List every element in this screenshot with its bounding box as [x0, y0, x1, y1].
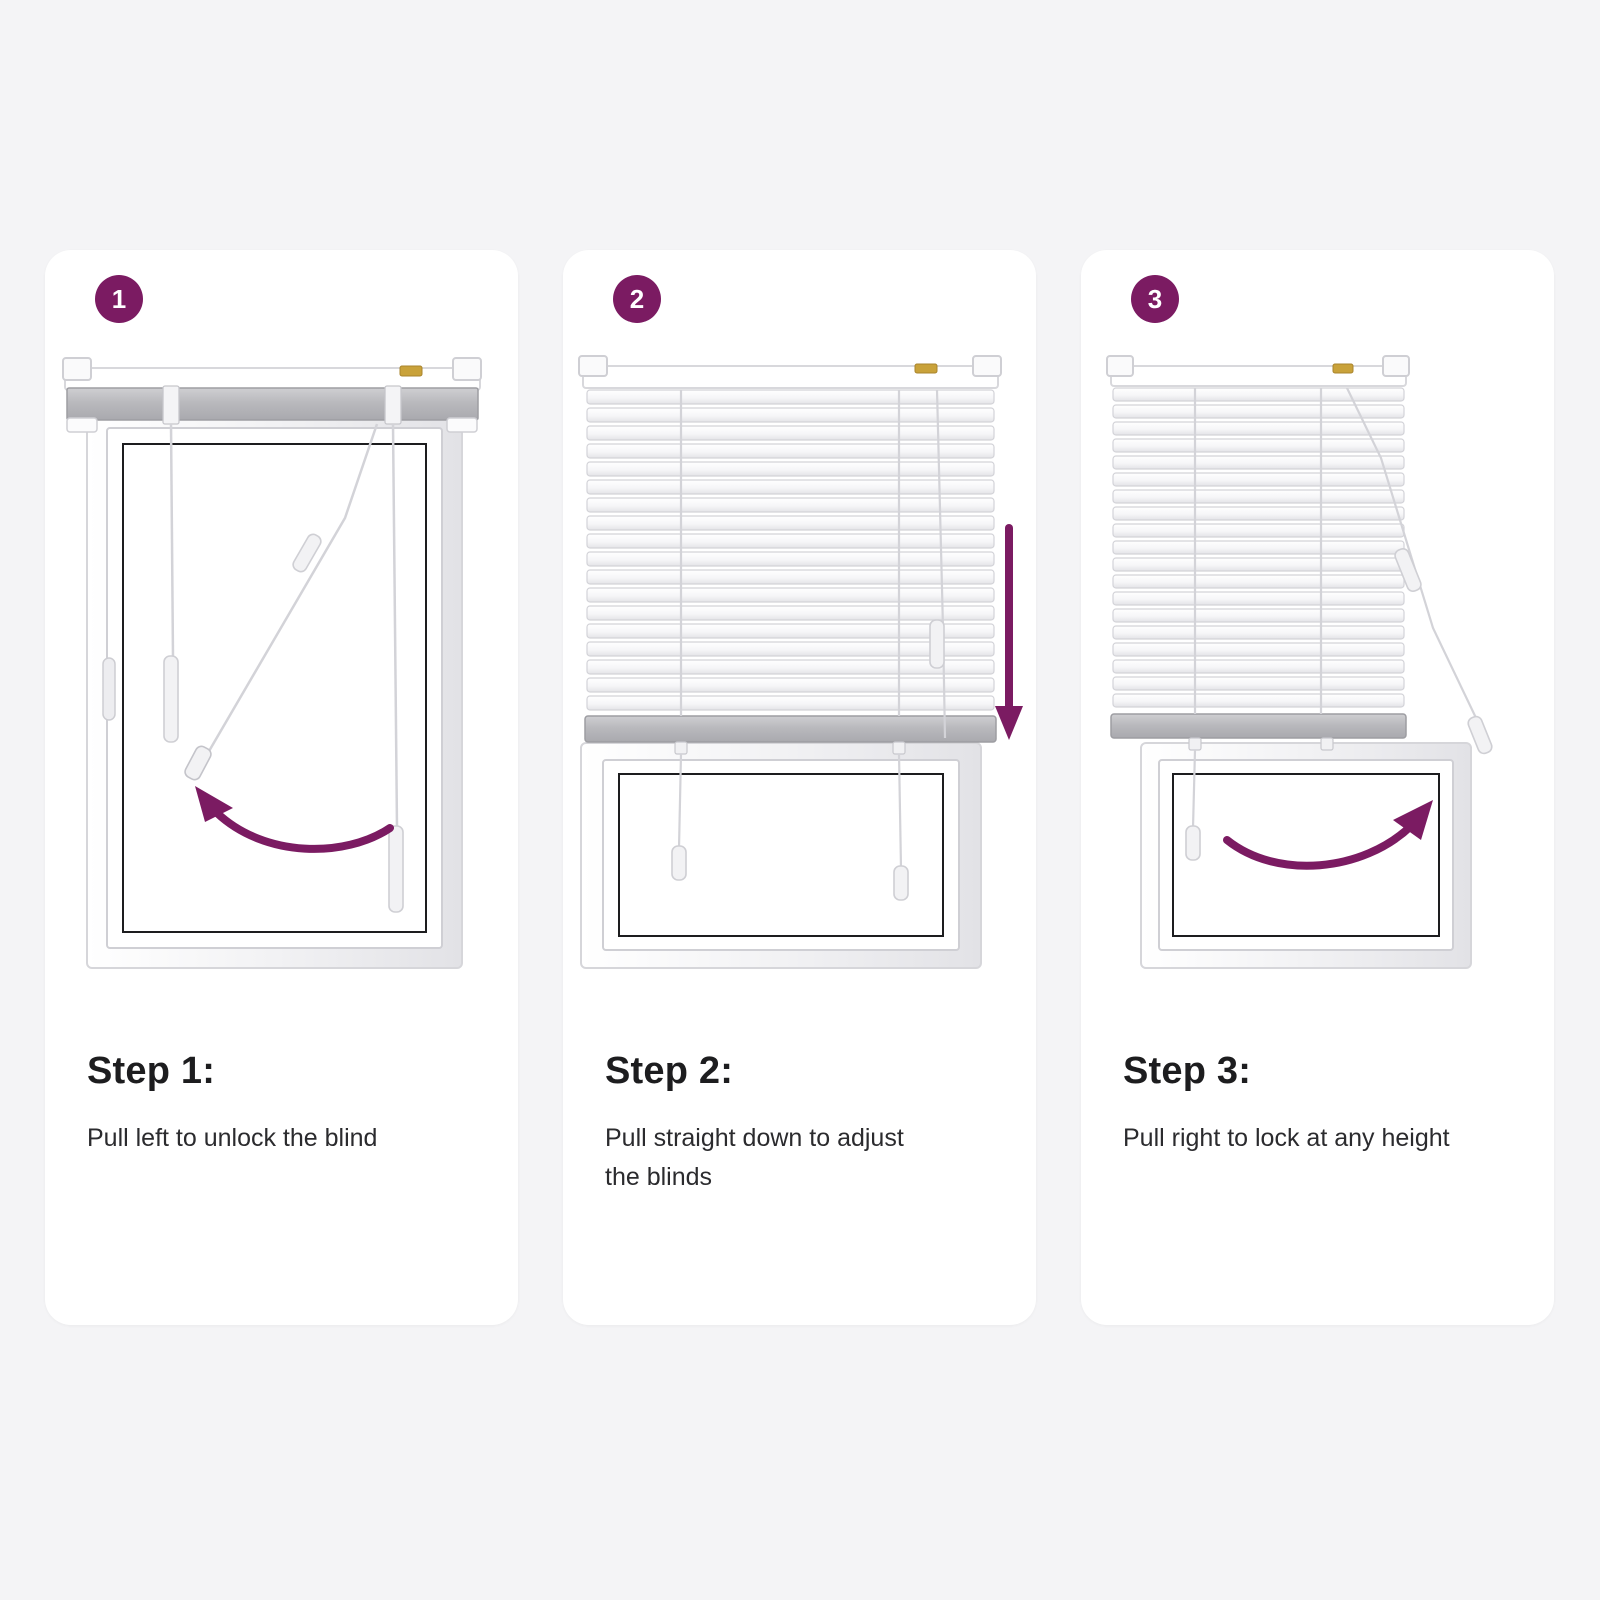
step-title-3: Step 3: [1123, 1050, 1252, 1092]
steps-row [45, 250, 1555, 1325]
step-text-1: Pull left to unlock the blind [87, 1124, 378, 1152]
step-caption-3 [1123, 1050, 1523, 1158]
step-figure-2 [563, 328, 1036, 1028]
blind-headrail-3 [1107, 356, 1409, 386]
step-card-1 [45, 250, 518, 1325]
window-frame-1 [87, 408, 462, 968]
step-title-2: Step 2: [605, 1050, 734, 1092]
step-card-2 [563, 250, 1036, 1325]
step-text-3: Pull right to lock at any height [1123, 1124, 1450, 1152]
step-figure-1 [45, 328, 518, 1028]
step-number-badge-2: 2 [613, 275, 661, 323]
straight-arrow-down-icon [995, 528, 1023, 740]
blind-headrail-2 [579, 356, 1001, 388]
blind-slats-3 [1113, 388, 1404, 707]
step-figure-3 [1081, 328, 1554, 1028]
step-card-3 [1081, 250, 1554, 1325]
window-frame-2 [581, 743, 981, 968]
step-number-badge-3: 3 [1131, 275, 1179, 323]
step-number-badge-1: 1 [95, 275, 143, 323]
step-text-2: Pull straight down to adjust the blinds [605, 1124, 904, 1191]
step-title-1: Step 1: [87, 1050, 216, 1092]
step-caption-1 [87, 1050, 487, 1158]
step-caption-2 [605, 1050, 1005, 1197]
